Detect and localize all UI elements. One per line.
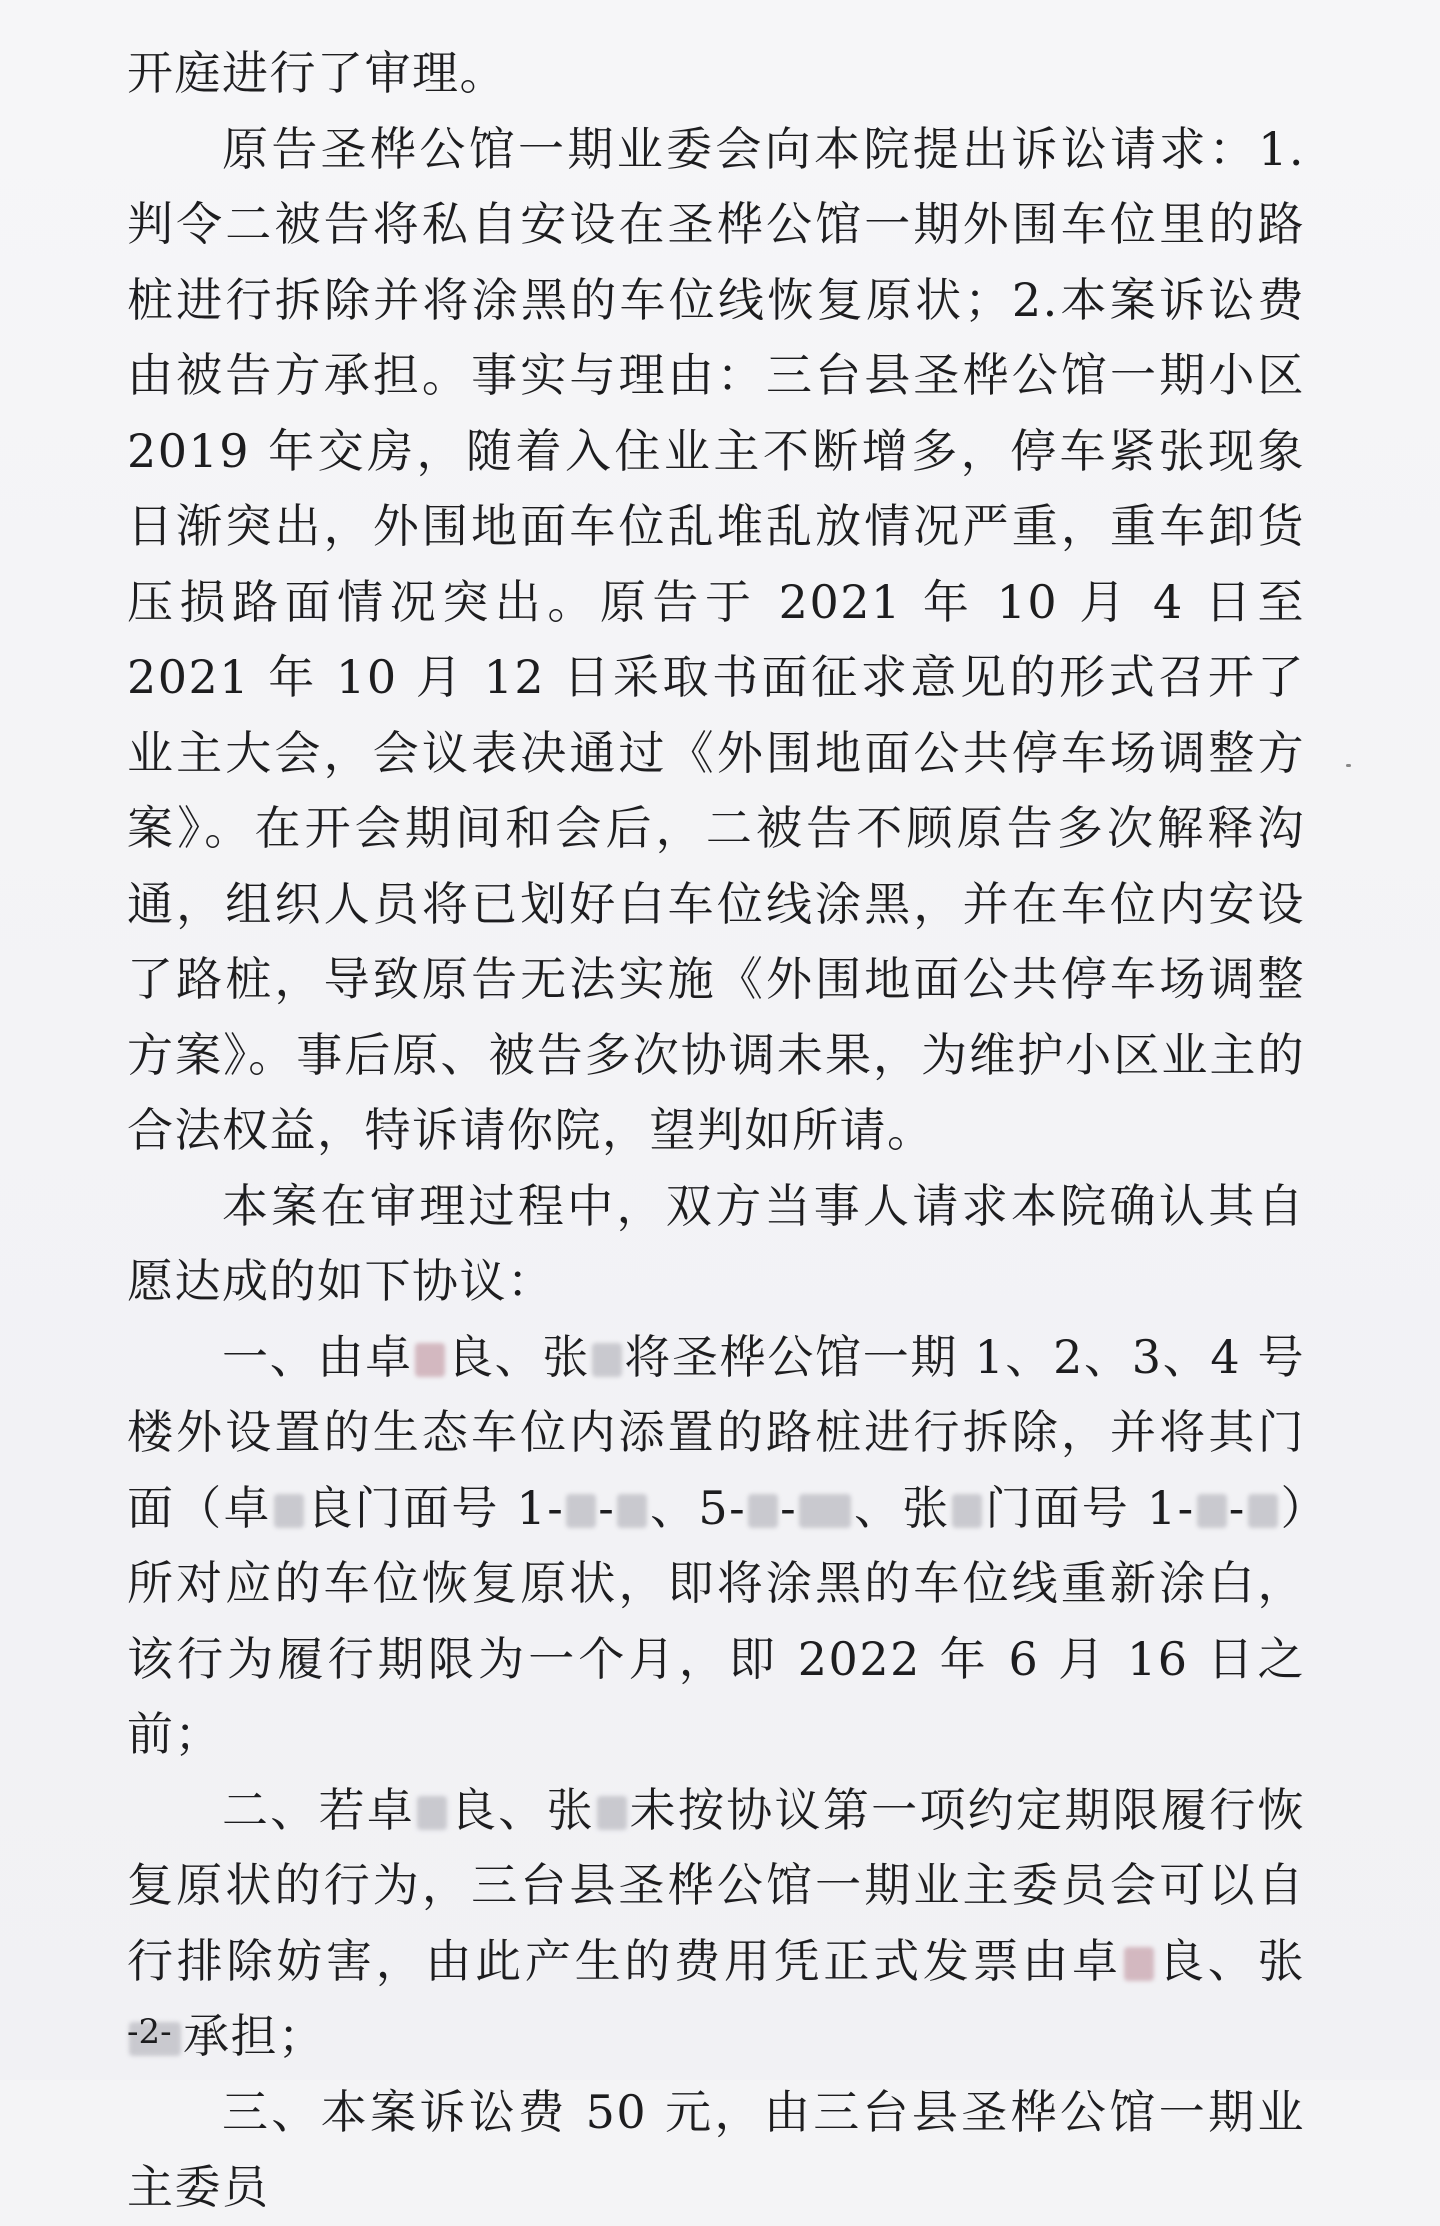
redacted-number-mark [617,1494,647,1528]
page-number: -2- [127,2012,172,2052]
redacted-number-mark [1197,1494,1227,1528]
paragraph-claims: 原告圣桦公馆一期业委会向本院提出诉讼请求：1.判令二被告将私自安设在圣桦公馆一期外围车位里的路桩进行拆除并将涂黑的车位线恢复原状；2.本案诉讼费由被告方承担。事实与理由：三台县圣桦公馆一期小区 2019 年交房，随着入住业主不断增多，停车紧张现象日渐突出，外围地面车位乱堆乱放情况严重，重车卸货压损路面情况突出。原告于 2021 年 10 月 4 日至 2021 年 10 月 12 日采取书面征求意见的形式召开了业主大会，会议表决通过《外围地面公共停车场调整方案》。在开会期间和会后，二被告不顾原告多次解释沟通，组织人员将已划好白车位线涂黑，并在车位内安设了路桩，导致原告无法实施《外围地面公共停车场调整方案》。事后原、被告多次协调未果，为维护小区业主的合法权益，特诉请你院，望判如所请。 [127,121,1305,1157]
redacted-number-mark [799,1494,851,1528]
text-segment: 、5- [649,1480,747,1535]
paragraph-agreement-item-1 [127,1320,1305,1773]
text-segment: 良门面号 1- [305,1480,565,1535]
text-segment: 将圣桦公馆一期 1、2、3、4 号楼外设置的生态车位内添置的路桩进行拆除，并将其门面（卓 [127,1329,1305,1535]
redacted-name-mark [274,1494,304,1528]
text-segment: - [598,1480,616,1535]
redacted-name-mark [597,1796,627,1830]
paragraph-agreement-item-2 [127,1773,1305,2075]
text-segment: 良、张 [449,1782,595,1837]
text-segment: 一、由卓 [222,1329,413,1384]
text-segment: 门面号 1- [984,1480,1195,1535]
redacted-name-mark [417,1796,447,1830]
redacted-name-mark [1124,1947,1154,1981]
redacted-name-mark [952,1494,982,1528]
text-segment: 良、张 [1155,1933,1306,1988]
text-segment: 良、张 [446,1329,591,1384]
text-segment: 承担； [183,2009,326,2063]
redacted-name-mark [592,1343,622,1377]
redacted-number-mark [1248,1494,1278,1528]
paragraph-agreement-item-3: 三、本案诉讼费 50 元，由三台县圣桦公馆一期业主委员 [127,2084,1305,2214]
text-segment: - [1228,1480,1246,1535]
text-segment: 未按协议第一项约定期限履行恢复原状的行为，三台县圣桦公馆一期业主委员会可以自行排除妨害，由此产生的费用凭正式发票由卓 [127,1782,1306,1988]
document-body [127,36,1305,2226]
paragraph-hearing-end: 开庭进行了审理。 [127,46,507,100]
text-segment: 、张 [853,1480,951,1535]
redacted-number-mark [748,1494,778,1528]
text-segment: ）所对应的车位恢复原状，即将涂黑的车位线重新涂白，该行为履行期限为一个月，即 2022 年 6 月 16 日之前； [127,1480,1306,1761]
scan-speck [1346,764,1351,767]
paragraph-agreement-intro: 本案在审理过程中，双方当事人请求本院确认其自愿达成的如下协议： [127,1178,1305,1308]
redacted-number-mark [566,1494,596,1528]
text-segment: - [780,1480,798,1535]
text-segment: 二、若卓 [222,1782,416,1837]
redacted-name-mark [415,1343,445,1377]
